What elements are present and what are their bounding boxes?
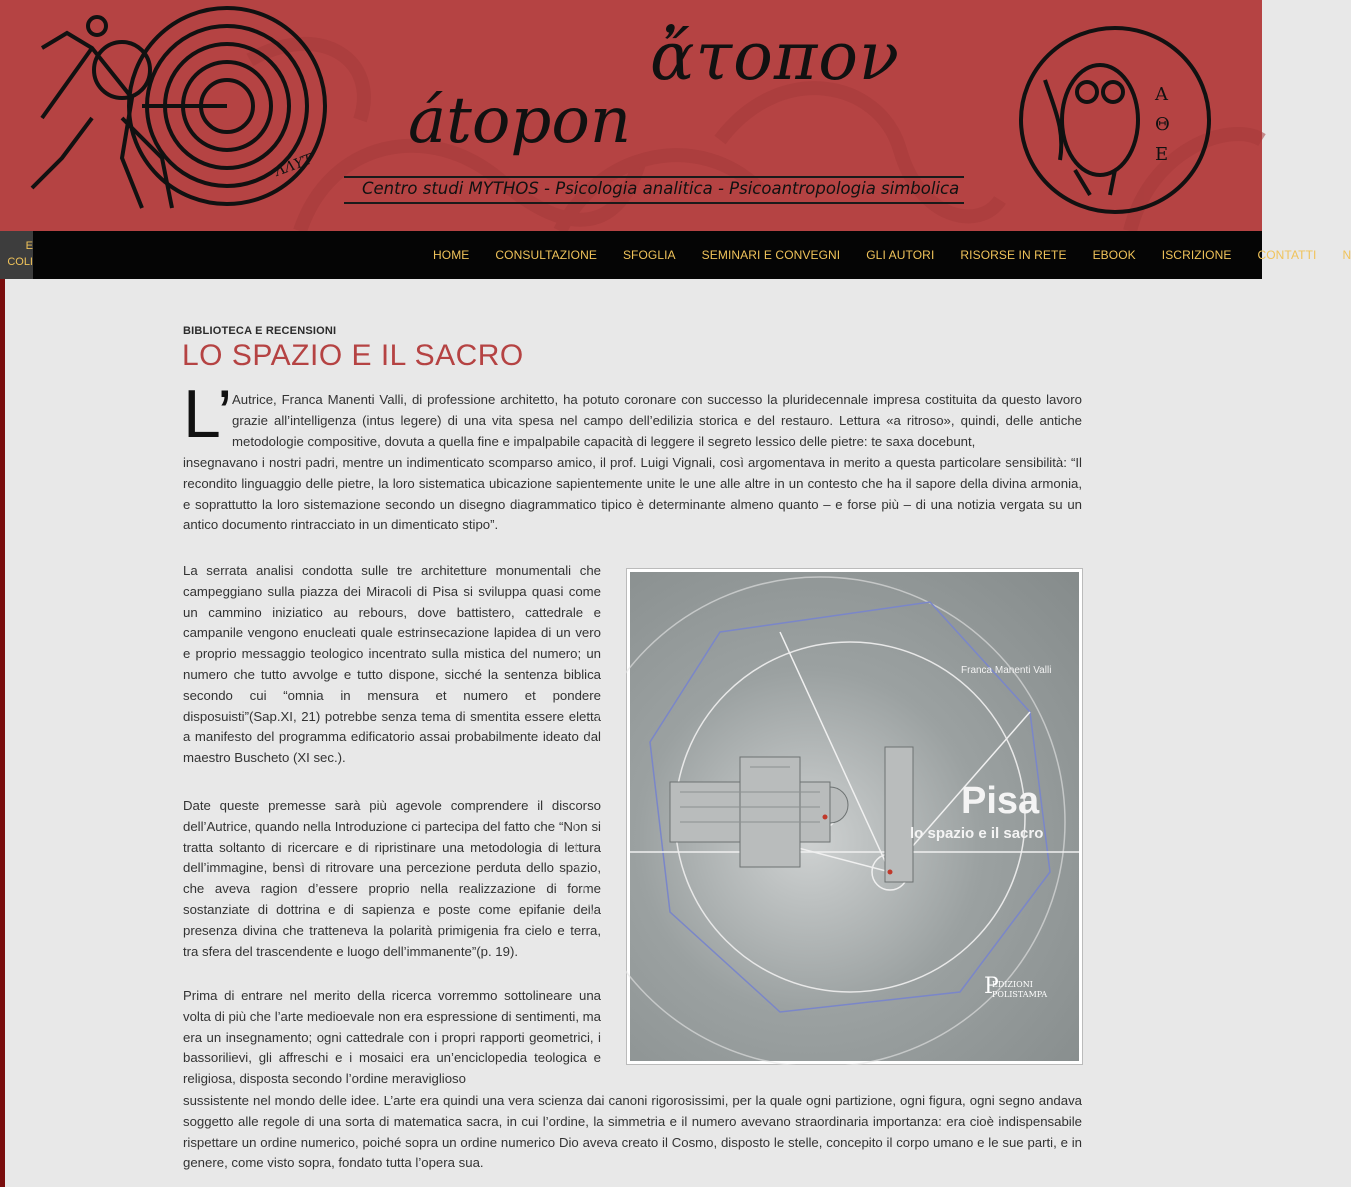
nav-item-iscrizione[interactable]: ISCRIZIONE xyxy=(1161,248,1232,262)
intro-paragraph-first-lines: Autrice, Franca Manenti Valli, di professione architetto, ha potuto coronare con successo la pluridecennale impresa costituita da questo lavoro grazie all’intelligenza (intus legere) di una vita spesa nel campo dell’edilizia storica e del restauro. Lettura «a ritroso», quindi, delle antiche metodologie compositive, dovuta a quella fine e impalpabile capacità di leggere il segreto lessico delle pietre: te saxa docebunt, xyxy=(232,392,1082,449)
drop-cap: L’ xyxy=(183,376,233,452)
book-cover-image[interactable] xyxy=(626,568,1083,1065)
horse-rider-labyrinth-logo-icon xyxy=(22,8,342,223)
paragraph-arte-medioevale-continuation: sussistente nel mondo delle idee. L’arte era quindi una vera scienza dai canoni rigorosissimi, per la quale ogni partizione, ogni figura, ogni segno andava soggetto alle regole di una sorta di matematica sacra, in cui l’ordine, la simmetria e il numero avevano straordinaria importanza: era cioè indispensabile rispettare un ordine numerico, poiché sopra un ordine numerico Dio aveva creato il Cosmo, disposto le stelle, concepito il corpo umano e le sue parti, e in genere, come visto sopra, fondato tutta l’opera sua. xyxy=(183,1093,1082,1171)
nav-item-consultazione[interactable]: CONSULTAZIONE xyxy=(495,248,597,262)
nav-item-risorse-in-rete[interactable]: RISORSE IN RETE xyxy=(960,248,1067,262)
svg-text:Ε: Ε xyxy=(1155,144,1169,165)
nav-item-seminari-e-convegni[interactable]: SEMINARI E CONVEGNI xyxy=(701,248,841,262)
svg-text:Α: Α xyxy=(1155,84,1168,105)
book-cover xyxy=(630,572,1079,1061)
paragraph-premesse: Date queste premesse sarà più agevole comprendere il discorso dell’Autrice, quando nella Introduzione ci partecipa del fatto che “Non si tratta soltanto di ricercare e di ripristinare una metodologia di lettura dell’immagine, bensì di ritrovare una percezione perduta dello spazio, che aveva ragion d’essere proprio nella realizzazione di forme sostanziate di dottrina e di sapienza e poste come epifanie della presenza divina che tratteneva la polarità primigenia fra cielo e terra, tra sfera del trascendente e luogo dell’immanente”(p. 19). xyxy=(183,798,601,959)
paragraph-arte-medioevale: Prima di entrare nel merito della ricerca vorremmo sottolineare una volta di più che l’arte medioevale non era espressione di sentimenti, ma era un insegnamento; ogni cattedrale con i propri rapporti geometrici, i bassorilievi, gli affreschi e i mosaici era un’enciclopedia teologica e religiosa, disposta secondo l’ordine meraviglioso xyxy=(183,988,601,1087)
nav-item-gli-autori[interactable]: GLI AUTORI xyxy=(866,248,935,262)
site-header xyxy=(0,0,1262,231)
nav-item-contatti[interactable]: CONTATTI xyxy=(1257,248,1317,262)
publisher-line-2: POLISTAMPA xyxy=(992,990,1048,999)
tagline-rule-top xyxy=(344,176,964,178)
greek-site-title: ἄτοπον xyxy=(650,18,901,95)
site-tagline: Centro studi MYTHOS - Psicologia analitica - Psicoantropologia simbolica xyxy=(362,179,960,198)
nav-side-menu-item[interactable] xyxy=(0,231,33,279)
cover-publisher xyxy=(992,980,1047,1000)
nav-item-ebook[interactable]: EBOOK xyxy=(1092,248,1136,262)
svg-text:ΛΛΥΤ: ΛΛΥΤ xyxy=(272,151,315,180)
svg-text:Θ: Θ xyxy=(1155,114,1170,135)
intro-paragraph-continuation: insegnavano i nostri padri, mentre un indimenticato scomparso amico, il prof. Luigi Vignali, così argomentava in merito a questa particolare sensibilità: “Il recondito linguaggio delle pietre, la loro sistematica ubicazione sapientemente unite le une alle altre in un contesto che ha il sapore della divina armonia, e soprattutto la loro sistemazione secondo un disegno diagrammatico tipico è determinante almeno quanto – e forse più – di una notizia vergata su un antico documento rintracciato in un dimenticato stipo”. xyxy=(183,455,1082,533)
site-title[interactable]: átopon xyxy=(408,84,632,158)
article-category[interactable]: BIBLIOTECA E RECENSIONI xyxy=(183,325,337,337)
paragraph-analisi: La serrata analisi condotta sulle tre architetture monumentali che campeggiano sulla piazza dei Miracoli di Pisa si sviluppa quasi come un cammino iniziatico au rebours, dove battistero, cattedrale e campanile vengono enucleati quale estrinsecazione lapidea di un vero e proprio messaggio teologico incentrato sulla mistica del numero; un numero che tutto avvolge e tutto dispone, sicché la sentenza biblica secondo cui “omnia in mensura et numero et pondere disposuisti”(Sap.XI, 21) potrebbe senza tema di smentita essere eletta a manifesto del programma edificatorio assai probabilmente ideato dal maestro Buscheto (XI sec.). xyxy=(183,563,601,766)
nav-side-line-1: E xyxy=(25,240,33,252)
owl-coin-logo-icon xyxy=(1015,20,1215,220)
nav-item-overflow[interactable]: N xyxy=(1342,248,1351,262)
cover-author: Franca Manenti Valli xyxy=(961,665,1052,676)
tagline-rule-bottom xyxy=(344,202,964,204)
article-area xyxy=(0,279,1262,1187)
cover-subtitle: lo spazio e il sacro xyxy=(910,825,1044,842)
main-navigation xyxy=(0,231,1351,279)
publisher-line-1: EDIZIONI xyxy=(992,980,1033,989)
nav-side-line-2: COLI xyxy=(7,256,33,268)
article-title: LO SPAZIO E IL SACRO xyxy=(182,339,524,372)
left-border-accent xyxy=(0,279,5,1187)
nav-item-sfoglia[interactable]: SFOGLIA xyxy=(622,248,676,262)
nav-item-home[interactable]: HOME xyxy=(433,248,470,262)
cover-title: Pisa xyxy=(961,780,1040,822)
nav-menu xyxy=(433,231,1351,279)
publisher-logo-icon: P xyxy=(984,974,999,999)
